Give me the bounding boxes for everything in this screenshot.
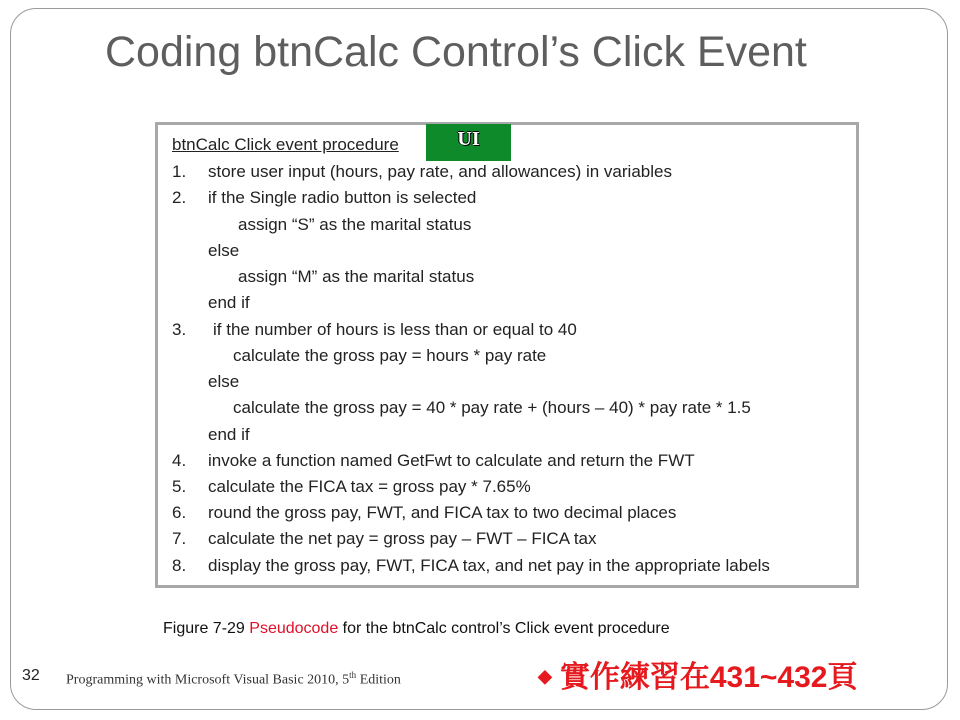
footer-suffix: Edition (356, 672, 401, 688)
step-text: calculate the gross pay = 40 * pay rate + (hours – 40) * pay rate * 1.5 (233, 398, 751, 417)
step-text: assign “M” as the marital status (238, 267, 475, 286)
step-text: calculate the FICA tax = gross pay * 7.65% (208, 477, 531, 496)
footer-superscript: th (349, 670, 357, 680)
step-text: calculate the gross pay = hours * pay rate (233, 346, 547, 365)
step-text: display the gross pay, FWT, FICA tax, and net pay in the appropriate labels (208, 556, 770, 575)
practice-note (538, 652, 857, 696)
step-text: if the number of hours is less than or equal to 40 (213, 320, 577, 339)
step-text: end if (208, 425, 250, 444)
step-number: 7. (172, 529, 187, 548)
step-text: calculate the net pay = gross pay – FWT – FICA tax (208, 529, 597, 548)
step-number: 1. (172, 162, 187, 181)
pseudocode-line (233, 398, 751, 418)
pseudocode-figure (155, 122, 859, 588)
step-text: end if (208, 293, 250, 312)
step-text: else (208, 372, 240, 391)
caption-prefix: Figure 7-29 (163, 620, 250, 637)
footer-main: Programming with Microsoft Visual Basic 2010, 5 (66, 672, 350, 688)
step-text: round the gross pay, FWT, and FICA tax to two decimal places (208, 503, 677, 522)
step-text: invoke a function named GetFwt to calculate and return the FWT (208, 451, 695, 470)
step-text: if the Single radio button is selected (208, 188, 477, 207)
step-text: assign “S” as the marital status (238, 215, 472, 234)
step-number: 2. (172, 188, 187, 207)
pseudocode-line (238, 215, 471, 235)
pseudocode-line (233, 346, 546, 366)
pseudocode-line (238, 267, 474, 287)
figure-caption (163, 620, 670, 638)
caption-suffix: for the btnCalc control’s Click event procedure (338, 620, 670, 637)
pseudocode-line (208, 241, 239, 261)
step-text: else (208, 241, 240, 260)
pseudocode-line (208, 372, 239, 392)
slide-title: Coding btnCalc Control’s Click Event (105, 28, 807, 76)
step-number: 5. (172, 477, 187, 496)
pseudocode-line (208, 425, 250, 445)
diamond-bullet-icon: ◆ (538, 665, 552, 686)
caption-highlight: Pseudocode (249, 620, 339, 637)
step-number: 4. (172, 451, 187, 470)
practice-note-text: 實作練習在431~432頁 (559, 661, 858, 694)
step-number: 6. (172, 503, 187, 522)
pseudocode-line (208, 293, 250, 313)
ui-badge-label: UI (457, 128, 480, 150)
step-number: 8. (172, 556, 187, 575)
footer-text (66, 670, 401, 689)
ui-badge (426, 124, 511, 161)
step-text: store user input (hours, pay rate, and allowances) in variables (208, 162, 672, 181)
page-number: 32 (22, 667, 40, 684)
procedure-title: btnCalc Click event procedure (172, 135, 399, 154)
step-number: 3. (172, 320, 187, 339)
